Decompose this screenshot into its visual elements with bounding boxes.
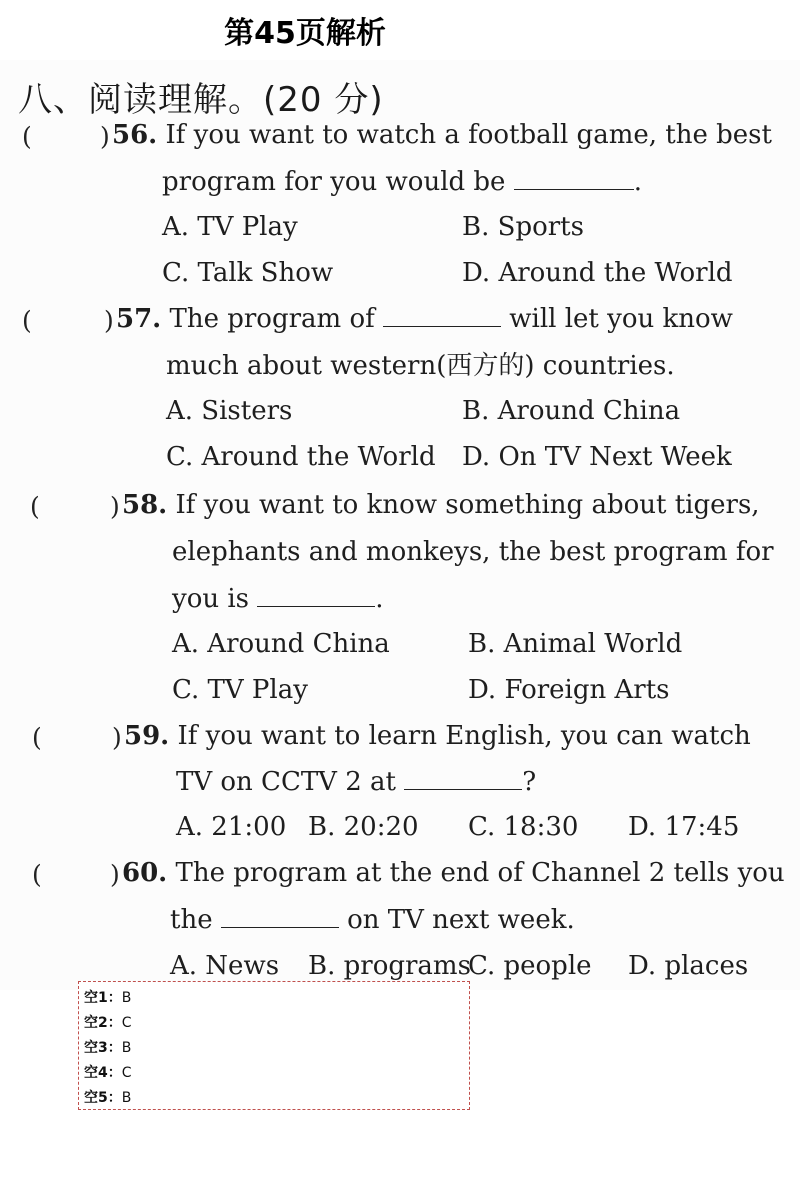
stem-text: If you want to watch a football game, the best	[165, 120, 772, 150]
option-c: C. TV Play	[172, 675, 308, 705]
question-number: 59.	[124, 721, 170, 751]
answer-row	[84, 1011, 469, 1036]
stem-text: the	[170, 905, 213, 935]
option-b: B. Sports	[462, 212, 584, 242]
question-number: 56.	[112, 120, 158, 150]
question-number: 58.	[122, 490, 168, 520]
question-stem-line-2: much about western(西方的) countries.	[166, 351, 675, 381]
answer-value: C	[121, 1065, 132, 1081]
option-a: A. News	[170, 951, 280, 981]
answer-paren-close: )	[104, 306, 114, 335]
answer-label: 空5：	[84, 1090, 122, 1106]
option-d: D. On TV Next Week	[462, 442, 732, 472]
question-stem	[124, 721, 751, 751]
question-stem	[122, 490, 760, 520]
option-d: D. Foreign Arts	[468, 675, 670, 705]
answer-paren-close: )	[112, 723, 122, 752]
option-a: A. 21:00	[176, 812, 287, 842]
answer-label: 空3：	[84, 1040, 122, 1056]
answer-blank	[383, 304, 501, 327]
answer-blank	[514, 167, 634, 190]
stem-text: .	[375, 584, 384, 614]
option-a: A. Around China	[172, 629, 390, 659]
option-d: D. places	[628, 951, 749, 981]
section-heading: 八、阅读理解。(20 分)	[18, 80, 384, 120]
stem-text: will let you know	[509, 304, 733, 334]
answer-paren-open: (	[32, 860, 42, 889]
answer-value: B	[121, 990, 132, 1006]
scanned-exercise	[0, 60, 800, 990]
question-stem	[122, 858, 785, 888]
stem-text: .	[633, 167, 642, 197]
answer-value: B	[121, 1090, 132, 1106]
answer-paren-open: (	[30, 492, 40, 521]
option-d: D. Around the World	[462, 258, 733, 288]
answer-row	[84, 1086, 469, 1111]
answer-key-box	[78, 981, 470, 1110]
answer-blank	[404, 767, 522, 790]
option-b: B. Around China	[462, 396, 681, 426]
stem-text: If you want to learn English, you can watch	[177, 721, 751, 751]
question-number: 57.	[116, 304, 162, 334]
answer-paren-open: (	[22, 122, 32, 151]
question-stem-line-3	[172, 584, 384, 614]
answer-row	[84, 986, 469, 1011]
stem-text: The program of	[169, 304, 375, 334]
question-stem-line-2	[170, 905, 575, 935]
option-c: C. Around the World	[166, 442, 436, 472]
stem-text: you is	[172, 584, 250, 614]
answer-label: 空1：	[84, 990, 122, 1006]
stem-text: ?	[522, 767, 537, 797]
option-b: B. 20:20	[308, 812, 419, 842]
answer-paren-close: )	[100, 122, 110, 151]
option-c: C. Talk Show	[162, 258, 334, 288]
option-a: A. Sisters	[166, 396, 293, 426]
option-d: D. 17:45	[628, 812, 740, 842]
stem-text: TV on CCTV 2 at	[176, 767, 396, 797]
question-number: 60.	[122, 858, 168, 888]
stem-text: program for you would be	[162, 167, 506, 197]
stem-text: on TV next week.	[347, 905, 575, 935]
question-stem-line-2: elephants and monkeys, the best program for	[172, 537, 774, 567]
page-title: 第45页解析	[224, 16, 386, 51]
question-stem	[112, 120, 772, 150]
answer-value: B	[121, 1040, 132, 1056]
answer-value: C	[121, 1015, 132, 1031]
option-b: B. programs	[308, 951, 471, 981]
stem-text: If you want to know something about tigers,	[175, 490, 760, 520]
option-c: C. 18:30	[468, 812, 579, 842]
question-stem	[116, 304, 733, 334]
answer-paren-close: )	[110, 492, 120, 521]
answer-blank	[221, 905, 339, 928]
stem-text: The program at the end of Channel 2 tells you	[175, 858, 785, 888]
answer-paren-open: (	[32, 723, 42, 752]
answer-label: 空4：	[84, 1065, 122, 1081]
answer-paren-close: )	[110, 860, 120, 889]
option-b: B. Animal World	[468, 629, 683, 659]
option-c: C. people	[468, 951, 592, 981]
answer-paren-open: (	[22, 306, 32, 335]
answer-row	[84, 1036, 469, 1061]
option-a: A. TV Play	[162, 212, 298, 242]
answer-row	[84, 1061, 469, 1086]
answer-blank	[257, 584, 375, 607]
question-stem-line-2	[176, 767, 536, 797]
answer-label: 空2：	[84, 1015, 122, 1031]
question-stem-line-2	[162, 167, 642, 197]
